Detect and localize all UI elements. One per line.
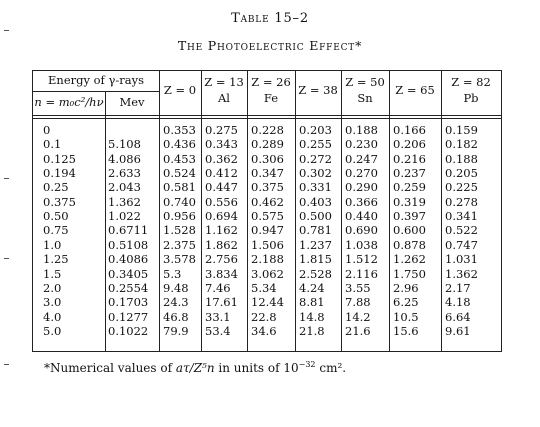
header-element: Fe	[263, 91, 279, 105]
table-cell-value: 4.24	[299, 280, 325, 295]
table-cell-value: 0.259	[393, 180, 426, 195]
table-cell-value: 0.353	[163, 123, 196, 137]
table-cell-value: 0.230	[345, 137, 378, 152]
table-cell-value: 0.462	[251, 194, 284, 209]
column-divider	[341, 71, 342, 351]
table-cell-value: 0.366	[345, 194, 378, 209]
table-title: The Photoelectric Effect*	[177, 38, 363, 53]
table-cell-value: 7.88	[345, 295, 371, 310]
table-number: Table 15–2	[231, 11, 309, 26]
table-grid	[33, 71, 501, 351]
table-cell-value: 3.834	[205, 266, 238, 281]
table-cell-value: 0.166	[393, 123, 426, 137]
table-cell-value: 0.188	[345, 123, 378, 137]
table-cell-value: 3.578	[163, 252, 196, 267]
table-cell-value: 79.9	[163, 323, 189, 338]
table-cell-value: 2.375	[163, 237, 196, 252]
table-cell-n: 0.75	[43, 223, 69, 238]
table-cell-mev: 0.2554	[108, 280, 149, 295]
table-cell-n: 1.25	[43, 252, 69, 267]
header-z: Z = 26	[251, 75, 291, 89]
table-cell-value: 0.270	[345, 166, 378, 181]
table-cell-value: 0.216	[393, 151, 426, 166]
header-rule	[33, 115, 501, 116]
table-cell-value: 0.575	[251, 209, 284, 224]
table-cell-value: 1.162	[205, 223, 238, 238]
table-cell-value: 2.188	[251, 252, 284, 267]
table-cell-value: 1.031	[445, 252, 478, 267]
table-cell-value: 0.362	[205, 151, 238, 166]
table-cell-value: 1.815	[299, 252, 332, 267]
table-cell-mev: 2.043	[108, 180, 141, 195]
footnote	[44, 360, 346, 375]
table-cell-value: 0.397	[393, 209, 426, 224]
table-cell-value: 1.237	[299, 237, 332, 252]
table-cell-value: 4.18	[445, 295, 471, 310]
table-cell-value: 0.182	[445, 137, 478, 152]
table-cell-value: 33.1	[205, 309, 231, 324]
footnote-middle: in units of 10	[214, 361, 299, 375]
table-cell-value: 0.878	[393, 237, 426, 252]
footnote-exponent: −32	[298, 360, 316, 369]
table-cell-value: 0.206	[393, 137, 426, 152]
table-cell-mev: 1.022	[108, 209, 141, 224]
table-cell-mev: 0.1277	[108, 309, 149, 324]
table-cell-value: 0.237	[393, 166, 426, 181]
table-cell-value: 0.275	[205, 123, 238, 137]
table-cell-value: 1.038	[345, 237, 378, 252]
table-cell-mev: 0.4086	[108, 252, 149, 267]
data-table	[32, 70, 502, 352]
header-rule	[33, 118, 501, 119]
margin-mark	[4, 30, 9, 31]
table-cell-value: 53.4	[205, 323, 231, 338]
column-divider	[201, 71, 202, 351]
table-cell-value: 17.61	[205, 295, 238, 310]
table-cell-value: 15.6	[393, 323, 419, 338]
header-energy-group: Energy of γ-rays	[48, 73, 144, 87]
table-cell-value: 0.694	[205, 209, 238, 224]
table-cell-value: 14.8	[299, 309, 325, 324]
table-cell-value: 0.447	[205, 180, 238, 195]
table-cell-mev: 1.362	[108, 194, 141, 209]
column-divider	[247, 71, 248, 351]
table-cell-value: 0.500	[299, 209, 332, 224]
table-cell-value: 3.55	[345, 280, 371, 295]
table-cell-n: 0.1	[43, 137, 62, 152]
table-cell-value: 0.690	[345, 223, 378, 238]
column-divider	[105, 91, 106, 351]
header-z: Z = 0	[163, 83, 197, 97]
table-cell-n: 5.0	[43, 323, 62, 338]
table-cell-n: 0.50	[43, 209, 69, 224]
table-cell-mev: 0.3405	[108, 266, 149, 281]
table-cell-n: 0.194	[43, 166, 76, 181]
table-cell-value: 0.331	[299, 180, 332, 195]
energy-group-rule	[33, 91, 159, 92]
table-cell-value: 2.17	[445, 280, 471, 295]
table-cell-value: 7.46	[205, 280, 231, 295]
table-cell-value: 2.528	[299, 266, 332, 281]
table-cell-value: 9.48	[163, 280, 189, 295]
table-cell-n: 1.0	[43, 237, 62, 252]
table-cell-value: 0.188	[445, 151, 478, 166]
table-cell-mev: 4.086	[108, 151, 141, 166]
table-cell-value: 22.8	[251, 309, 277, 324]
table-cell-value: 0.247	[345, 151, 378, 166]
table-cell-value: 0.403	[299, 194, 332, 209]
table-cell-value: 0.347	[251, 166, 284, 181]
table-cell-value: 0.205	[445, 166, 478, 181]
table-cell-n: 1.5	[43, 266, 62, 281]
header-element: Al	[218, 91, 230, 105]
footnote-suffix: cm².	[315, 361, 347, 375]
header-z: Z = 38	[298, 83, 338, 97]
table-cell-value: 0.278	[445, 194, 478, 209]
margin-mark	[4, 258, 9, 259]
table-cell-mev: 0.1703	[108, 295, 149, 310]
table-cell-value: 10.5	[393, 309, 419, 324]
table-cell-value: 0.740	[163, 194, 196, 209]
table-cell-value: 1.512	[345, 252, 378, 267]
table-cell-value: 0.306	[251, 151, 284, 166]
column-divider	[441, 71, 442, 351]
table-cell-value: 34.6	[251, 323, 277, 338]
column-divider	[389, 71, 390, 351]
table-cell-n: 3.0	[43, 295, 62, 310]
table-cell-value: 0.290	[345, 180, 378, 195]
table-cell-value: 2.116	[345, 266, 378, 281]
table-cell-value: 0.203	[299, 123, 332, 137]
table-cell-n: 4.0	[43, 309, 62, 324]
table-cell-value: 0.956	[163, 209, 196, 224]
table-cell-value: 0.159	[445, 123, 478, 137]
table-cell-value: 46.8	[163, 309, 189, 324]
table-cell-value: 0.453	[163, 151, 196, 166]
header-element: Pb	[463, 91, 479, 105]
table-cell-n: 0.125	[43, 151, 76, 166]
table-cell-value: 0.581	[163, 180, 196, 195]
header-n: n = m₀c²/hν	[34, 95, 104, 109]
table-cell-value: 1.262	[393, 252, 426, 267]
table-cell-value: 0.272	[299, 151, 332, 166]
table-cell-value: 1.862	[205, 237, 238, 252]
header-mev: Mev	[119, 95, 145, 109]
header-element: Sn	[357, 91, 373, 105]
table-cell-n: 0.375	[43, 194, 76, 209]
table-cell-value: 8.81	[299, 295, 325, 310]
table-cell-value: 0.781	[299, 223, 332, 238]
table-cell-value: 0.556	[205, 194, 238, 209]
table-cell-value: 5.34	[251, 280, 277, 295]
table-cell-value: 12.44	[251, 295, 284, 310]
table-cell-value: 0.302	[299, 166, 332, 181]
table-cell-value: 21.6	[345, 323, 371, 338]
table-cell-value: 0.412	[205, 166, 238, 181]
table-cell-value: 0.522	[445, 223, 478, 238]
table-cell-mev: 0.1022	[108, 323, 149, 338]
margin-mark	[4, 178, 9, 179]
table-cell-value: 14.2	[345, 309, 371, 324]
table-cell-value: 1.362	[445, 266, 478, 281]
table-cell-value: 0.524	[163, 166, 196, 181]
table-cell-n: 0.25	[43, 180, 69, 195]
table-cell-value: 6.25	[393, 295, 419, 310]
table-cell-value: 0.375	[251, 180, 284, 195]
table-cell-mev: 2.633	[108, 166, 141, 181]
margin-mark	[4, 364, 9, 365]
table-cell-value: 21.8	[299, 323, 325, 338]
table-cell-value: 1.750	[393, 266, 426, 281]
table-cell-mev: 5.108	[108, 137, 141, 152]
footnote-sigma: aτ/Z⁵n	[175, 361, 215, 375]
table-cell-value: 0.319	[393, 194, 426, 209]
table-cell-mev: 0.6711	[108, 223, 149, 238]
table-cell-value: 5.3	[163, 266, 182, 281]
table-cell-value: 0.289	[251, 137, 284, 152]
column-divider	[295, 71, 296, 351]
table-cell-mev: 0.5108	[108, 237, 149, 252]
table-cell-value: 0.255	[299, 137, 332, 152]
table-cell-value: 3.062	[251, 266, 284, 281]
table-cell-value: 0.436	[163, 137, 196, 152]
header-z: Z = 50	[345, 75, 385, 89]
table-cell-value: 0.225	[445, 180, 478, 195]
table-cell-value: 2.96	[393, 280, 419, 295]
table-cell-value: 0.600	[393, 223, 426, 238]
footnote-prefix: *Numerical values of	[44, 361, 176, 375]
table-cell-value: 0.341	[445, 209, 478, 224]
header-z: Z = 13	[204, 75, 244, 89]
table-cell-value: 6.64	[445, 309, 471, 324]
column-divider	[159, 71, 160, 351]
table-cell-value: 1.506	[251, 237, 284, 252]
table-cell-n: 0	[43, 123, 51, 137]
table-cell-value: 9.61	[445, 323, 471, 338]
table-cell-value: 24.3	[163, 295, 189, 310]
table-cell-value: 1.528	[163, 223, 196, 238]
header-z: Z = 82	[451, 75, 491, 89]
table-cell-value: 0.228	[251, 123, 284, 137]
table-cell-value: 0.343	[205, 137, 238, 152]
header-z: Z = 65	[395, 83, 435, 97]
table-cell-value: 0.440	[345, 209, 378, 224]
table-cell-value: 0.947	[251, 223, 284, 238]
table-cell-value: 2.756	[205, 252, 238, 267]
table-cell-n: 2.0	[43, 280, 62, 295]
table-cell-value: 0.747	[445, 237, 478, 252]
